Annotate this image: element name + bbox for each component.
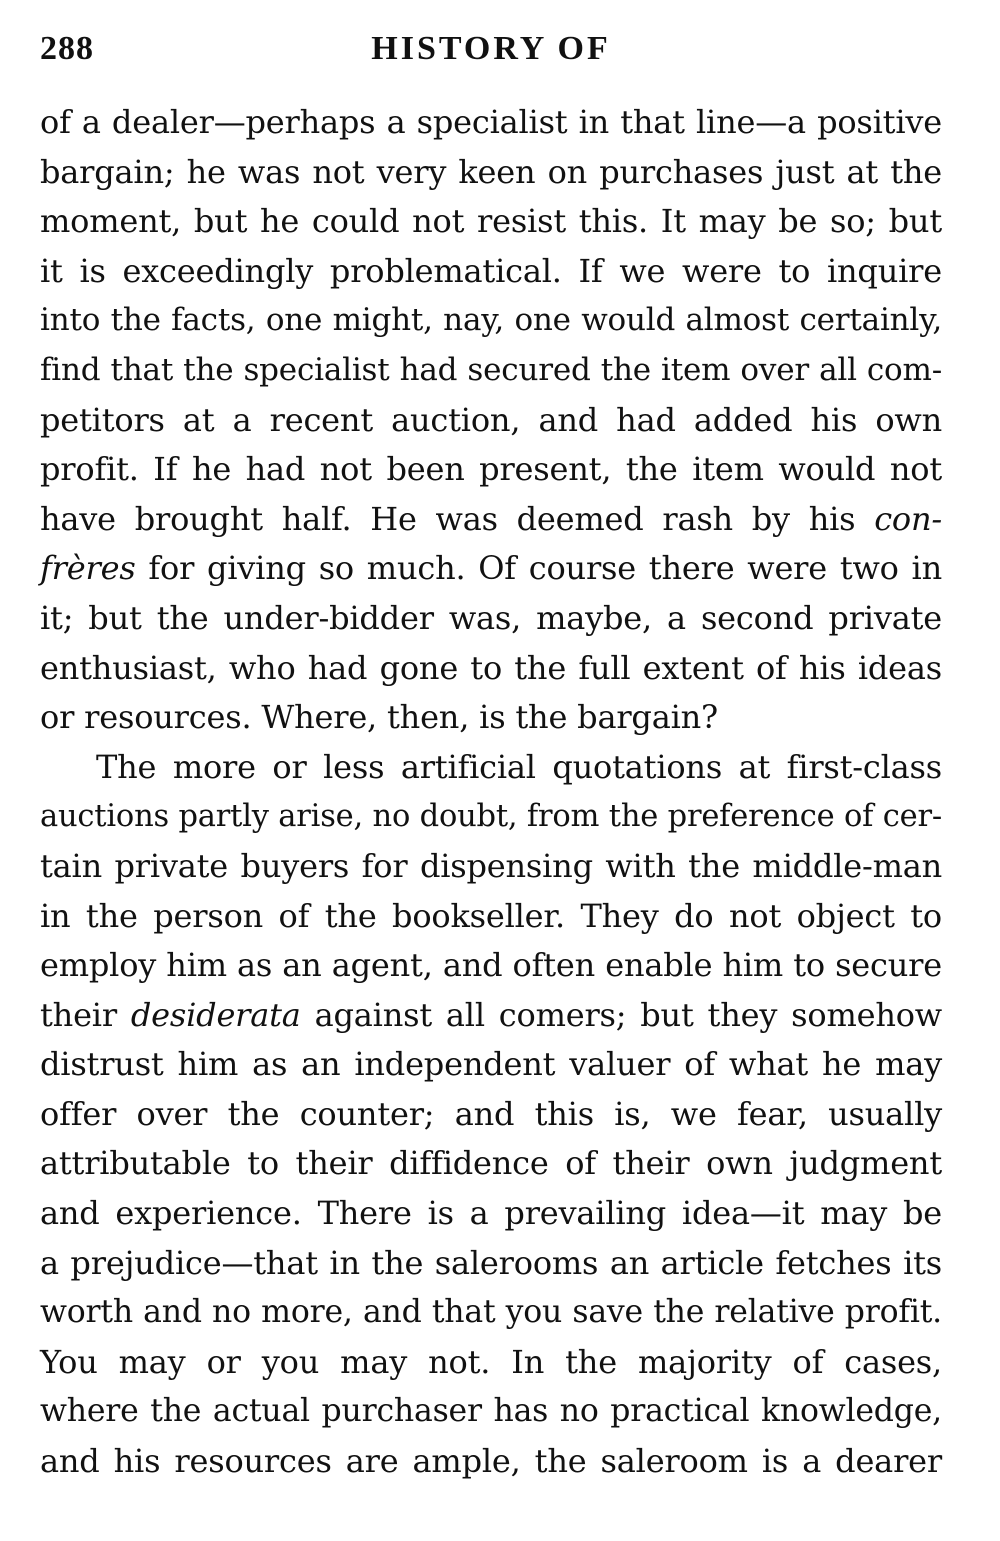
text-line — [40, 1338, 942, 1388]
text-segment: and his resources are ample, the saleroom is a dearer — [40, 1442, 942, 1481]
text-line — [40, 1387, 942, 1437]
text-line — [40, 296, 942, 346]
text-line — [40, 445, 942, 495]
text-segment: or resources. Where, then, is the bargain? — [40, 698, 718, 737]
text-segment: The more or less artificial quotations at first-class — [96, 747, 942, 786]
text-line — [40, 842, 942, 892]
text-segment: for giving so much. Of course there were two in — [135, 549, 942, 588]
text-line — [40, 1090, 942, 1140]
text-line — [40, 792, 942, 842]
text-line — [40, 743, 942, 793]
text-line — [40, 148, 942, 198]
text-line — [40, 1139, 942, 1189]
text-line — [40, 247, 942, 297]
text-segment: You may or you may not. In the majority of cases, — [40, 1342, 942, 1381]
text-line — [40, 197, 942, 247]
text-segment: petitors at a recent auction, and had added his own — [40, 400, 942, 439]
text-segment: auctions partly arise, no doubt, from the preference of cer- — [40, 799, 942, 835]
italic-text: desiderata — [130, 995, 301, 1034]
text-segment: it; but the under-bidder was, maybe, a second private — [40, 598, 942, 637]
text-line — [40, 98, 942, 148]
text-line — [40, 544, 942, 594]
text-segment: profit. If he had not been present, the item would not — [40, 450, 942, 489]
text-line — [40, 346, 942, 396]
text-line — [40, 495, 942, 545]
body-text — [40, 98, 942, 1487]
text-line — [40, 396, 942, 446]
text-line — [40, 644, 942, 694]
text-line — [40, 1288, 942, 1338]
text-segment: offer over the counter; and this is, we fear, usually — [40, 1094, 942, 1133]
text-segment: find that the specialist had secured the item over all com- — [40, 351, 942, 388]
text-line — [40, 892, 942, 942]
text-line — [40, 1239, 942, 1289]
text-segment: worth and no more, and that you save the relative profit. — [40, 1294, 942, 1331]
text-segment: distrust him as an independent valuer of what he may — [40, 1045, 942, 1084]
text-segment: their — [40, 995, 131, 1034]
page-header — [40, 30, 942, 78]
text-segment: against all comers; but they somehow — [300, 995, 942, 1034]
text-line — [40, 941, 942, 991]
text-segment: a prejudice—that in the salerooms an article fetches its — [40, 1243, 942, 1282]
text-segment: moment, but he could not resist this. It may be so; but — [40, 202, 942, 241]
page-number: 288 — [40, 30, 94, 67]
italic-text: con- — [874, 499, 942, 538]
text-segment: bargain; he was not very keen on purchases just at the — [40, 152, 942, 191]
text-segment: and experience. There is a prevailing idea—it may be — [40, 1194, 942, 1233]
text-segment: it is exceedingly problematical. If we were to inquire — [40, 251, 942, 290]
text-segment: attributable to their diffidence of their own judgment — [40, 1144, 942, 1183]
text-segment: employ him as an agent, and often enable him to secure — [40, 946, 942, 985]
text-line — [40, 594, 942, 644]
text-line — [40, 693, 942, 743]
running-title: HISTORY OF — [371, 30, 611, 67]
text-segment: of a dealer—perhaps a specialist in that line—a positive — [40, 103, 942, 141]
text-line — [40, 991, 942, 1041]
text-segment: have brought half. He was deemed rash by his — [40, 499, 875, 538]
text-segment: enthusiast, who had gone to the full extent of his ideas — [40, 648, 942, 687]
text-segment: where the actual purchaser has no practical knowledge, — [40, 1393, 942, 1430]
text-line — [40, 1437, 942, 1487]
text-segment: into the facts, one might, nay, one would almost certainly, — [40, 302, 942, 339]
text-segment: tain private buyers for dispensing with the middle-man — [40, 846, 942, 885]
text-line — [40, 1040, 942, 1090]
italic-text: frères — [40, 549, 136, 588]
text-line — [40, 1189, 942, 1239]
text-segment: in the person of the bookseller. They do not object to — [40, 896, 942, 935]
